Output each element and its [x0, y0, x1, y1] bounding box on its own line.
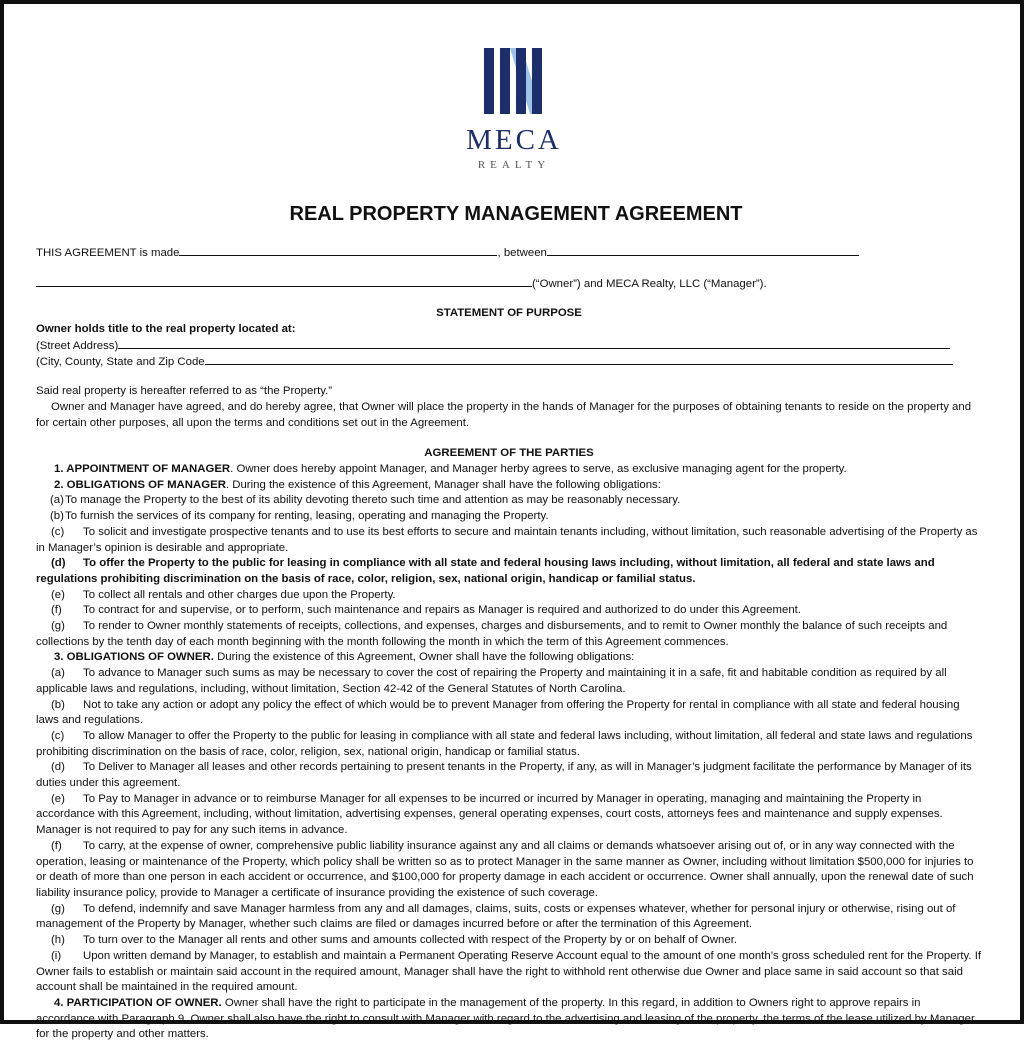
- clause-key: (g): [51, 902, 65, 915]
- party-blank-field[interactable]: [547, 244, 859, 256]
- statement-of-purpose-heading: STATEMENT OF PURPOSE: [436, 307, 582, 319]
- clause-text: To defend, indemnify and save Manager harmless from any and all damages, claims, suits, costs or expenses whatever, whether for personal injury or otherwise, rising out of management of the Property by Manager, whether such claims are filed or damages incurred before or after the termination of this Agreement.: [36, 902, 956, 931]
- clause-text: Not to take any action or adopt any policy the effect of which would be to prevent Manager from offering the Property for rental in compliance with all state and federal housing laws and regulations.: [36, 698, 960, 727]
- clause-key: (a): [51, 667, 65, 680]
- clause-item: [36, 603, 982, 619]
- clause-key: (g): [51, 620, 65, 633]
- clause-key: (e): [51, 588, 65, 601]
- clause-key: (f): [51, 604, 62, 617]
- clause-key: (h): [51, 934, 65, 947]
- clause-text: To Deliver to Manager all leases and other records pertaining to present tenants in the Property, if any, as will in Manager’s judgment facilitate the performance by Manager of its duties under this agreement.: [36, 761, 972, 790]
- clause-item: [36, 525, 982, 556]
- clause-text: To allow Manager to offer the Property to the public for leasing in compliance with all state and federal laws including, without limitation, all federal and state laws and regulations prohibiting discrimination on the basis of race, color, religion, sex, national origin, handicap or familial status.: [36, 729, 973, 758]
- clause-key: (i): [51, 949, 62, 962]
- clause-item: [36, 933, 982, 949]
- street-address-field[interactable]: [118, 337, 950, 349]
- clause-text: Upon written demand by Manager, to establish and maintain a Permanent Operating Reserve Account equal to the amount of one month’s gross scheduled rent for the Property. If Owner fails to establish or maintain said account in the required amount, Manager shall have the right to withhold rent otherwise due Owner and place same in said account so that said account shall be maintained in the required amount.: [36, 949, 982, 994]
- clause-text: To furnish the services of its company for renting, leasing, operating and managing the Property.: [65, 510, 549, 523]
- clause-item: [36, 760, 982, 791]
- clause-text: To collect all rentals and other charges due upon the Property.: [83, 588, 396, 601]
- clause-item: [36, 698, 982, 729]
- clause-item: [36, 729, 982, 760]
- document-title: REAL PROPERTY MANAGEMENT AGREEMENT: [289, 203, 743, 225]
- clause-text: To carry, at the expense of owner, comprehensive public liability insurance against any and all claims or demands whatsoever arising out of, or in any way connected with the operation, leasing or maintenance of the Property, which policy shall be written so as to protect Manager in the same manner as Owner, including without limitation $500,000 for injuries to or death of more than one person in each accident or occurrence, and $100,000 for property damage in each accident or occurrence. Owner shall annually, upon the renewal date of such liability insurance policy, provide to Manager a certificate of insurance providing the existence of such coverage.: [36, 839, 974, 899]
- clause-item: [36, 949, 982, 996]
- clause-key: (c): [51, 729, 65, 742]
- logo-subtitle: REALTY: [477, 159, 551, 171]
- clause-text: To turn over to the Manager all rents and other sums and amounts collected with respect of the Property by or on behalf of Owner.: [83, 934, 738, 947]
- meca-logo-mark-icon: [480, 48, 550, 114]
- section-3-items: [36, 666, 982, 996]
- section-2-items: [36, 493, 982, 650]
- intro-line-1: THIS AGREEMENT is made , between: [36, 244, 982, 262]
- street-address-line: (Street Address): [36, 337, 982, 355]
- said-property-text: Said real property is hereafter referred to as “the Property.”: [36, 385, 333, 397]
- city-state-zip-field[interactable]: [205, 353, 953, 365]
- clause-text: To contract for and supervise, or to perform, such maintenance and repairs as Manager is required and authorized to do under this Agreement.: [83, 604, 802, 617]
- owner-holds-title: Owner holds title to the real property located at:: [36, 323, 296, 335]
- section-2: 2. OBLIGATIONS OF MANAGER. During the existence of this Agreement, Manager shall have the following obligations:: [54, 478, 661, 491]
- clause-key: (b): [51, 698, 65, 711]
- clause-key: (f): [51, 839, 62, 852]
- clause-key: (d): [51, 761, 65, 774]
- clause-text: To advance to Manager such sums as may be necessary to cover the cost of repairing the Property and maintaining it in a safe, fit and habitable condition as required by all applicable laws and regulations, including, without limitation, Section 42-42 of the General Statutes of North Carolina.: [36, 667, 947, 695]
- section-1: 1. APPOINTMENT OF MANAGER. Owner does hereby appoint Manager, and Manager herby agrees to serve, as exclusive managing agent for the property.: [54, 463, 847, 475]
- intro-line-2: (“Owner”) and MECA Realty, LLC (“Manager”).: [36, 275, 982, 293]
- clause-key: (a): [50, 494, 64, 507]
- company-logo: [444, 48, 584, 178]
- agreed-paragraph: Owner and Manager have agreed, and do hereby agree, that Owner will place the property in the hands of Manager for the purposes of obtaining tenants to reside on the property and for certain other purposes, all upon the terms and conditions set out in the Agreement.: [36, 401, 972, 429]
- clause-item: [36, 839, 982, 902]
- clause-item: [36, 493, 982, 509]
- clause-key: (d): [51, 557, 66, 570]
- section-4: 4. PARTICIPATION OF OWNER. Owner shall have the right to participate in the management of the property. In this regard, in addition to Owners right to approve repairs in accordance with Paragraph 9, Owner shall also have the right to consult with Manager with regard to the advertising and leasing of the property, the terms of the lease utilized by Manager for the property and other matters.: [36, 996, 975, 1041]
- clause-text: To solicit and investigate prospective tenants and to use its best efforts to secure and maintain tenants including, without limitation, such reasonable advertising of the Property as in Manager’s opinion is desirable and appropriate.: [36, 525, 978, 554]
- clause-item: [36, 792, 982, 839]
- clause-text: To render to Owner monthly statements of receipts, collections, and expenses, charges and disbursements, and to remit to Owner monthly the balance of such receipts and collections by the tenth day of each month beginning with the month following the month in which the term of this Agreement commences.: [36, 620, 948, 648]
- clause-key: (b): [50, 510, 64, 523]
- clause-key: (e): [51, 792, 65, 805]
- clause-text: To Pay to Manager in advance or to reimburse Manager for all expenses to be incurred or incurred by Manager in operating, managing and maintaining the Property in accordance with this Agreement, including, without limitation, advertising expenses, general operating expenses, court costs, attorneys fees and maintenance and supply expenses. Manager is not required to pay for any such items in advance.: [36, 792, 943, 837]
- agreement-sections: [36, 462, 982, 1043]
- owner-name-blank-field[interactable]: [36, 275, 532, 287]
- city-line: (City, County, State and Zip Code: [36, 353, 982, 371]
- clause-key: (c): [51, 525, 65, 538]
- logo-wordmark: MECA: [466, 124, 562, 156]
- clause-item: [36, 509, 982, 525]
- section-3: 3. OBLIGATIONS OF OWNER. During the existence of this Agreement, Owner shall have the following obligations:: [54, 651, 635, 664]
- clause-text: To manage the Property to the best of its ability devoting thereto such time and attention as may be reasonably necessary.: [65, 494, 681, 507]
- date-blank-field[interactable]: [179, 244, 497, 256]
- clause-item: [36, 588, 982, 604]
- clause-text: To offer the Property to the public for leasing in compliance with all state and federal housing laws including, without limitation, all federal and state laws and regulations prohibiting discrimination on the basis of race, color, religion, sex, national origin, handicap or familial status.: [36, 557, 935, 585]
- agreement-of-parties-heading: AGREEMENT OF THE PARTIES: [424, 447, 594, 459]
- clause-item: [36, 902, 982, 933]
- clause-item: [36, 556, 982, 587]
- clause-item: [36, 666, 982, 697]
- clause-item: [36, 619, 982, 650]
